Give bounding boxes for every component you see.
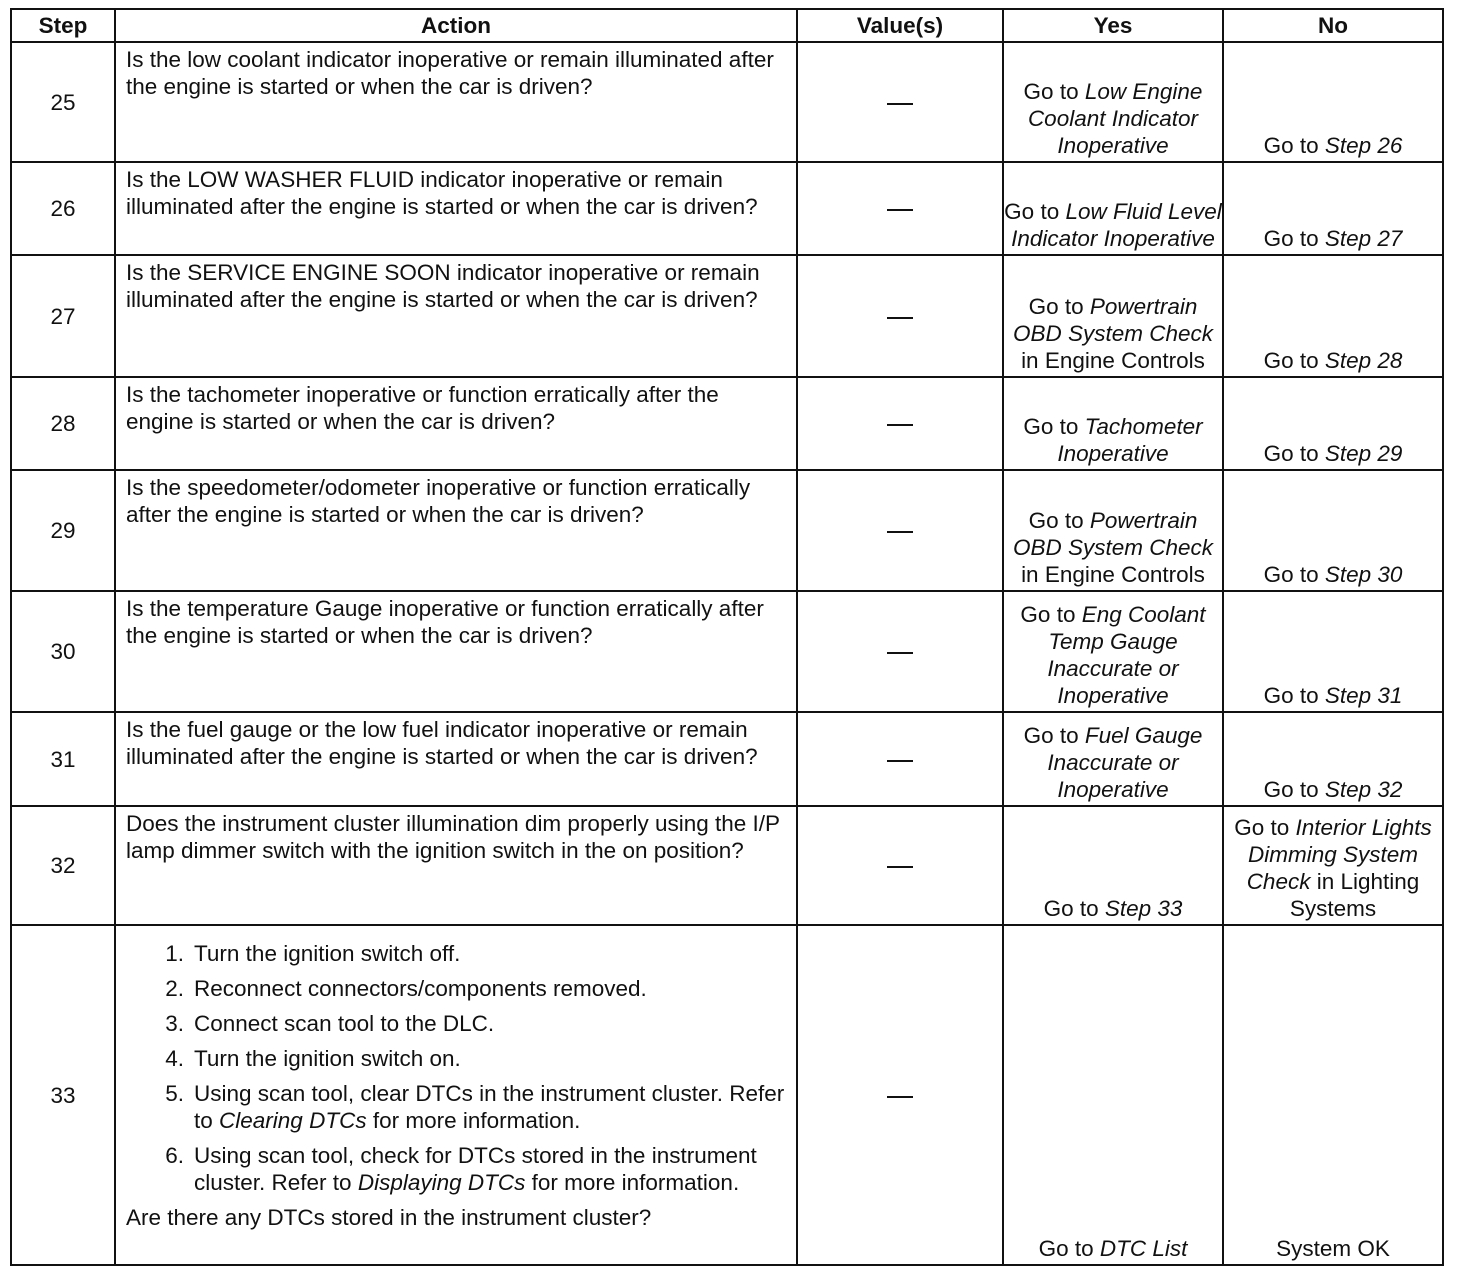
- no-cell: [1223, 712, 1443, 806]
- procedure-item: [126, 1045, 790, 1072]
- yes-cell: [1003, 925, 1223, 1265]
- procedure-item: [126, 975, 790, 1002]
- table-row: [11, 591, 1443, 712]
- yes-cell: [1003, 712, 1223, 806]
- yes-suffix: in Engine Controls: [1021, 348, 1205, 373]
- step-number: 32: [11, 806, 115, 925]
- header-values: Value(s): [797, 9, 1003, 42]
- no-prefix: Go to: [1263, 133, 1325, 158]
- table-row: [11, 255, 1443, 377]
- no-reference: Interior Lights Dimming System Check: [1246, 815, 1432, 894]
- item-text: Using scan tool, clear DTCs in the instrument cluster. Refer to Clearing DTCs for more information.: [194, 1081, 785, 1133]
- item-number: 1.: [165, 941, 184, 966]
- no-cell: [1223, 42, 1443, 162]
- dash-mark: [887, 760, 913, 762]
- item-number: 5.: [165, 1081, 184, 1106]
- value-cell: [797, 162, 1003, 255]
- yes-reference: Tachometer Inoperative: [1057, 414, 1203, 466]
- value-cell: [797, 925, 1003, 1265]
- item-text: Reconnect connectors/components removed.: [194, 976, 647, 1001]
- dash-mark: [887, 531, 913, 533]
- step-number: 31: [11, 712, 115, 806]
- yes-reference: Powertrain OBD System Check: [1012, 294, 1214, 346]
- table-row: [11, 712, 1443, 806]
- dash-mark: [887, 424, 913, 426]
- no-suffix: in Lighting Systems: [1289, 869, 1420, 921]
- header-row: [11, 9, 1443, 42]
- no-cell: [1223, 470, 1443, 591]
- no-cell: [1223, 377, 1443, 470]
- step-number: 26: [11, 162, 115, 255]
- no-reference: Step 31: [1324, 683, 1403, 708]
- action-steps: [115, 925, 797, 1265]
- value-cell: [797, 470, 1003, 591]
- yes-cell: [1003, 42, 1223, 162]
- no-prefix: Go to: [1263, 348, 1325, 373]
- table-row: [11, 377, 1443, 470]
- yes-prefix: Go to: [1023, 723, 1085, 748]
- item-number: 2.: [165, 976, 184, 1001]
- no-prefix: Go to: [1263, 226, 1325, 251]
- step-number: 30: [11, 591, 115, 712]
- reference-link-text: Clearing DTCs: [219, 1108, 367, 1133]
- value-cell: [797, 712, 1003, 806]
- action-text: Is the low coolant indicator inoperative or remain illuminated after the engine is started or when the car is driven?: [115, 42, 797, 162]
- no-reference: Step 27: [1324, 226, 1403, 251]
- yes-prefix: Go to: [1043, 896, 1105, 921]
- action-text: Does the instrument cluster illumination dim properly using the I/P lamp dimmer switch with the ignition switch in the on position?: [115, 806, 797, 925]
- yes-reference: Low Engine Coolant Indicator Inoperative: [1027, 79, 1203, 158]
- diagnostic-table: [10, 8, 1444, 1266]
- reference-link-text: Displaying DTCs: [357, 1170, 526, 1195]
- dash-mark: [887, 103, 913, 105]
- value-cell: [797, 42, 1003, 162]
- dash-mark: [887, 866, 913, 868]
- no-reference: Step 28: [1324, 348, 1403, 373]
- item-text: Turn the ignition switch on.: [194, 1046, 461, 1071]
- yes-reference: Step 33: [1104, 896, 1183, 921]
- procedure-item: [126, 1142, 790, 1196]
- no-reference: Step 30: [1324, 562, 1403, 587]
- yes-reference: Powertrain OBD System Check: [1012, 508, 1214, 560]
- no-cell: [1223, 255, 1443, 377]
- no-prefix: Go to: [1263, 441, 1325, 466]
- header-no: No: [1223, 9, 1443, 42]
- no-reference: Step 26: [1324, 133, 1403, 158]
- yes-cell: [1003, 255, 1223, 377]
- step-number: 29: [11, 470, 115, 591]
- item-text: Turn the ignition switch off.: [194, 941, 461, 966]
- no-prefix: Go to: [1234, 815, 1296, 840]
- yes-prefix: Go to: [1023, 79, 1085, 104]
- action-text: Is the fuel gauge or the low fuel indicator inoperative or remain illuminated after the engine is started or when the car is driven?: [115, 712, 797, 806]
- action-text: Is the temperature Gauge inoperative or function erratically after the engine is started or when the car is driven?: [115, 591, 797, 712]
- action-text: Is the SERVICE ENGINE SOON indicator inoperative or remain illuminated after the engine is started or when the car is driven?: [115, 255, 797, 377]
- dash-mark: [887, 1096, 913, 1098]
- value-cell: [797, 806, 1003, 925]
- yes-cell: [1003, 162, 1223, 255]
- dash-mark: [887, 317, 913, 319]
- item-number: 6.: [165, 1143, 184, 1168]
- yes-prefix: Go to: [1028, 508, 1090, 533]
- action-text: Is the speedometer/odometer inoperative or function erratically after the engine is started or when the car is driven?: [115, 470, 797, 591]
- no-cell: [1223, 591, 1443, 712]
- yes-prefix: Go to: [1020, 602, 1082, 627]
- no-prefix: Go to: [1263, 777, 1325, 802]
- procedure-item: [126, 1010, 790, 1037]
- diagnostic-table-container: [10, 8, 1444, 1266]
- item-text: Using scan tool, check for DTCs stored in the instrument cluster. Refer to Displaying DTCs for more information.: [194, 1143, 757, 1195]
- item-text: Connect scan tool to the DLC.: [194, 1011, 495, 1036]
- table-row: [11, 162, 1443, 255]
- final-question: Are there any DTCs stored in the instrument cluster?: [126, 1205, 652, 1230]
- procedure-item: [126, 1080, 790, 1134]
- action-text: Is the tachometer inoperative or function erratically after the engine is started or when the car is driven?: [115, 377, 797, 470]
- no-reference: Step 32: [1324, 777, 1403, 802]
- no-cell: System OK: [1223, 925, 1443, 1265]
- table-row: [11, 806, 1443, 925]
- value-cell: [797, 255, 1003, 377]
- header-step: Step: [11, 9, 115, 42]
- yes-cell: [1003, 806, 1223, 925]
- step-number: 28: [11, 377, 115, 470]
- action-text: Is the LOW WASHER FLUID indicator inoperative or remain illuminated after the engine is started or when the car is driven?: [115, 162, 797, 255]
- value-cell: [797, 377, 1003, 470]
- yes-prefix: Go to: [1023, 414, 1085, 439]
- table-row: [11, 42, 1443, 162]
- yes-reference: DTC List: [1099, 1236, 1188, 1261]
- header-yes: Yes: [1003, 9, 1223, 42]
- yes-cell: [1003, 377, 1223, 470]
- yes-suffix: in Engine Controls: [1021, 562, 1205, 587]
- table-row: [11, 925, 1443, 1265]
- procedure-list: [126, 932, 790, 1196]
- step-number: 25: [11, 42, 115, 162]
- header-action: Action: [115, 9, 797, 42]
- yes-reference: Low Fluid Level Indicator Inoperative: [1011, 199, 1222, 251]
- yes-prefix: Go to: [1038, 1236, 1100, 1261]
- yes-prefix: Go to: [1028, 294, 1090, 319]
- no-prefix: Go to: [1263, 683, 1325, 708]
- item-number: 3.: [165, 1011, 184, 1036]
- yes-prefix: Go to: [1004, 199, 1066, 224]
- yes-reference: Fuel Gauge Inaccurate or Inoperative: [1047, 723, 1203, 802]
- value-cell: [797, 591, 1003, 712]
- no-prefix: Go to: [1263, 562, 1325, 587]
- step-number: 27: [11, 255, 115, 377]
- yes-reference: Eng Coolant Temp Gauge Inaccurate or Inoperative: [1047, 602, 1206, 708]
- dash-mark: [887, 652, 913, 654]
- yes-cell: [1003, 470, 1223, 591]
- no-cell: [1223, 806, 1443, 925]
- item-number: 4.: [165, 1046, 184, 1071]
- step-number: 33: [11, 925, 115, 1265]
- table-row: [11, 470, 1443, 591]
- yes-cell: [1003, 591, 1223, 712]
- procedure-item: [126, 940, 790, 967]
- no-reference: Step 29: [1324, 441, 1403, 466]
- dash-mark: [887, 209, 913, 211]
- no-cell: [1223, 162, 1443, 255]
